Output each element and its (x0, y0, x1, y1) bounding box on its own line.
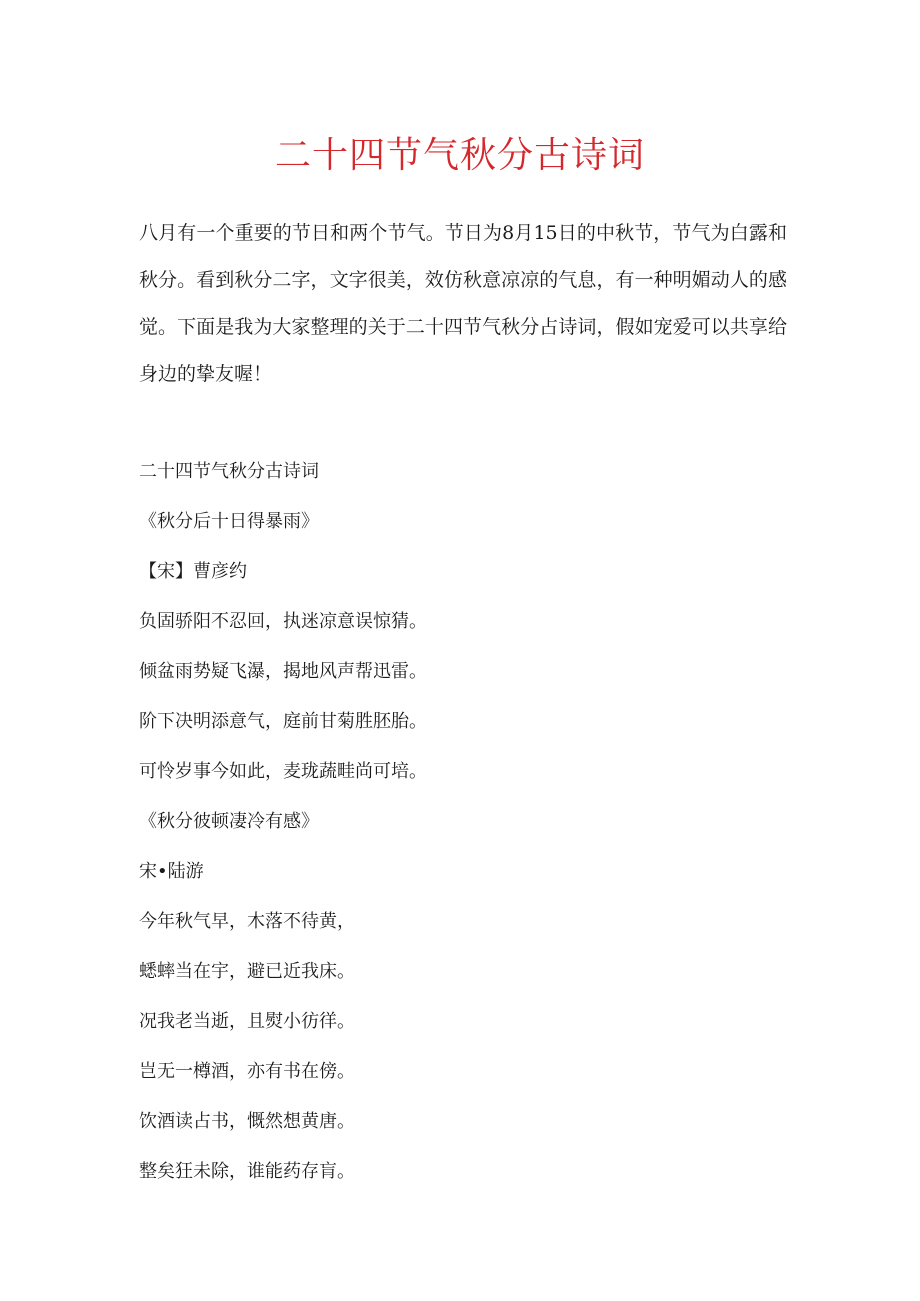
poem-line: 饮酒读占书，慨然想黄唐。 (139, 1111, 355, 1132)
poem-line: 整矣狂未除，谁能药存肓。 (139, 1161, 355, 1182)
poem-line: 阶下决明添意气，庭前甘菊胜胚胎。 (139, 711, 427, 732)
poem-line: 今年秋气早，木落不待黄， (139, 911, 355, 932)
poem-line: 岂无一樽酒，亦有书在傍。 (139, 1061, 355, 1082)
poem-line: 倾盆雨势疑飞瀑，揭地风声帮迅雷。 (139, 661, 427, 682)
poem-line: 况我老当逝，且熨小彷徉。 (139, 1011, 355, 1032)
poem-line: 可怜岁事今如此，麦珑蔬畦尚可培。 (139, 761, 427, 782)
section-heading: 二十四节气秋分古诗词 (139, 461, 319, 482)
poem-title: 《秋分彼顿凄冷有感》 (139, 811, 319, 832)
poem-list (139, 447, 779, 1197)
intro-paragraph: 八月有一个重要的节日和两个节气。节日为8月15日的中秋节，节气为白露和秋分。看到秋分二字，文字很美，效仿秋意凉凉的气息，有一种明媚动人的感觉。下面是我为大家整理的关于二十四节气秋分占诗词，假如宠爱可以共享给身边的挚友喔！ (139, 222, 787, 385)
document-title: 二十四节气秋分古诗词 (274, 135, 645, 176)
poem-author: 宋•陆游 (139, 861, 204, 882)
poem-line: 蟋蟀当在宇，避已近我床。 (139, 961, 355, 982)
poem-line: 负固骄阳不忍回，执迷凉意误惊猜。 (139, 611, 427, 632)
poem-author: 【宋】曹彦约 (139, 561, 247, 582)
poem-title: 《秋分后十日得暴雨》 (139, 511, 319, 532)
